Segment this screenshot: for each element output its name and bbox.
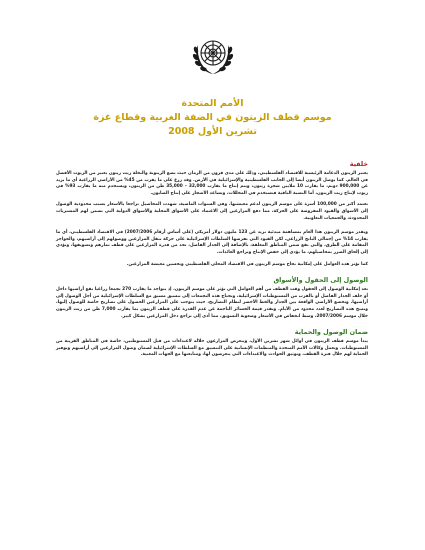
paragraph: يعتبر الزيتون الدعامة الرئيسية للاقتصاد الفلسطيني، وذلك على مدى قرون من الزمان حيث تضع الزيتونة والنخلة زيت زيتون يعتبر من الزيوت الأفضل في العالم. كما يوصل الزيتون أيضا إلى الجانب الفلسطينية والإسرائيلية في الأرض. وقد زرع على ما يقرب من 45% من الأراضي الزراعية أي ما يزيد عن 900,000 دونم، ما يقارب 10 ملايين شجرة زيتون، ويتم إنتاج ما يقارب 32,000 – 35,000 طن من الزيتون، ويستخدم منه ما يقارب 93% في زيوت لإنتاج زيت الزيتون، أما النسبة الباقية فتستخدم في المخللات، وتساعد الأشجار على إنتاج الصابون. [56,171,368,196]
paragraph: تعد إمكانية الوصول إلى الحقول وقت القطف من أهم العوامل التي تؤثر على موسم الزيتون، إذ يتواجد ما يقارب 270 تجمعا زراعيا تقع أراضيها داخل أو خلف الجدار الفاصل أو بالقرب من المستوطنات الإسرائيلية، وتحتاج هذه التجمعات إلى تنسيق مسبق مع السلطات الإسرائيلية من أجل الوصول إلى أراضيها. وتخضع الأراضي الواقعة بين الجدار والخط الأخضر لنظام التصاريح، حيث يتوجب على المزارعين الحصول على تصاريح خاصة للوصول إليها، وتمنح هذه التصاريح لعدد محدود من الأيام. وتقدر قيمة الخسائر الناجمة عن عدم القدرة على قطف الزيتون بما يقارب 7,000 طن من زيت الزيتون خلال موسم 2007/2006، وسط انخفاض في الأسعار وصعوبة التسويق، مما أدى إلى تراجع دخل المزارعين بشكل كبير. [56,287,369,319]
paragraph: كما تؤثر هذه العوامل على إمكانية نجاح موسم الزيتون في الاقتصاد المحلي الفلسطيني وتحسين معيشة المزارعين. [126,261,368,267]
document-date: تشرين الأول 2008 [168,126,257,137]
paragraph: يبدأ موسم قطف الزيتون في أوائل شهر تشرين الأول، ويتعرض المزارعون خلاله لاعتداءات من قبل المستوطنين، خاصة في المناطق القريبة من المستوطنات. وتعمل وكالات الأمم المتحدة والمنظمات الإنسانية على التنسيق مع السلطات الإسرائيلية لضمان وصول المزارعين إلى أراضيهم وتوفير الحماية لهم خلال فترة القطف، وتوثيق الحوادث والاعتداءات التي يتعرضون لها، ومتابعتها مع الجهات المعنية. [56,339,368,358]
section-title-access: الوصول إلى الحقول والأسواق [273,276,368,285]
section-title-background: خلفية [349,160,368,168]
paragraph: تعتمد أكثر من 100,000 أسرة على موسم الزيتون لدعم معيشتها. وفي السنوات الماضية، شهدت المحاصيل تراجعا بالأسعار بسبب محدودية الوصول إلى الأسواق والقيود المفروضة على الحركة، مما دفع المزارعين إلى الاعتماد على الأسواق المحلية والأسواق الدولية التي تضمن لهم المشتريات المحدودة، والجمعيات التعاونية. [56,202,368,221]
document-body [56,160,368,364]
section-title-protection: ضمان الوصول والحماية [294,328,368,337]
organization-name: الأمم المتحدة [181,98,244,109]
paragraph: ويقدر موسم الزيتون هذا العام بمساهمة مبدئية تزيد عن 123 مليون دولار أمريكي (على أساس أرقام 2007/2006) في الاقتصاد الفلسطيني، أي ما يقارب 14% من إجمالي الناتج الزراعي. لكن القيود التي تفرضها السلطات الإسرائيلية على حركة تنقل المزارعين ووصولهم إلى أراضيهم، والحواجز المقامة على الطرق، والتي تقع ضمن المناطق المغلقة، بالإضافة إلى الجدار الفاصل، تحد من قدرة المزارعين على قطف ثمارهم وتسويقها، وتؤدي إلى إلحاق الضرر بمحاصيلهم، ما يؤدي إلى خفض الإنتاج وتراجع العائدات. [56,230,369,255]
un-emblem-icon [188,30,238,80]
document-title: موسم قطف الزيتون في الضفة الغربية وقطاع غزة [93,112,332,123]
